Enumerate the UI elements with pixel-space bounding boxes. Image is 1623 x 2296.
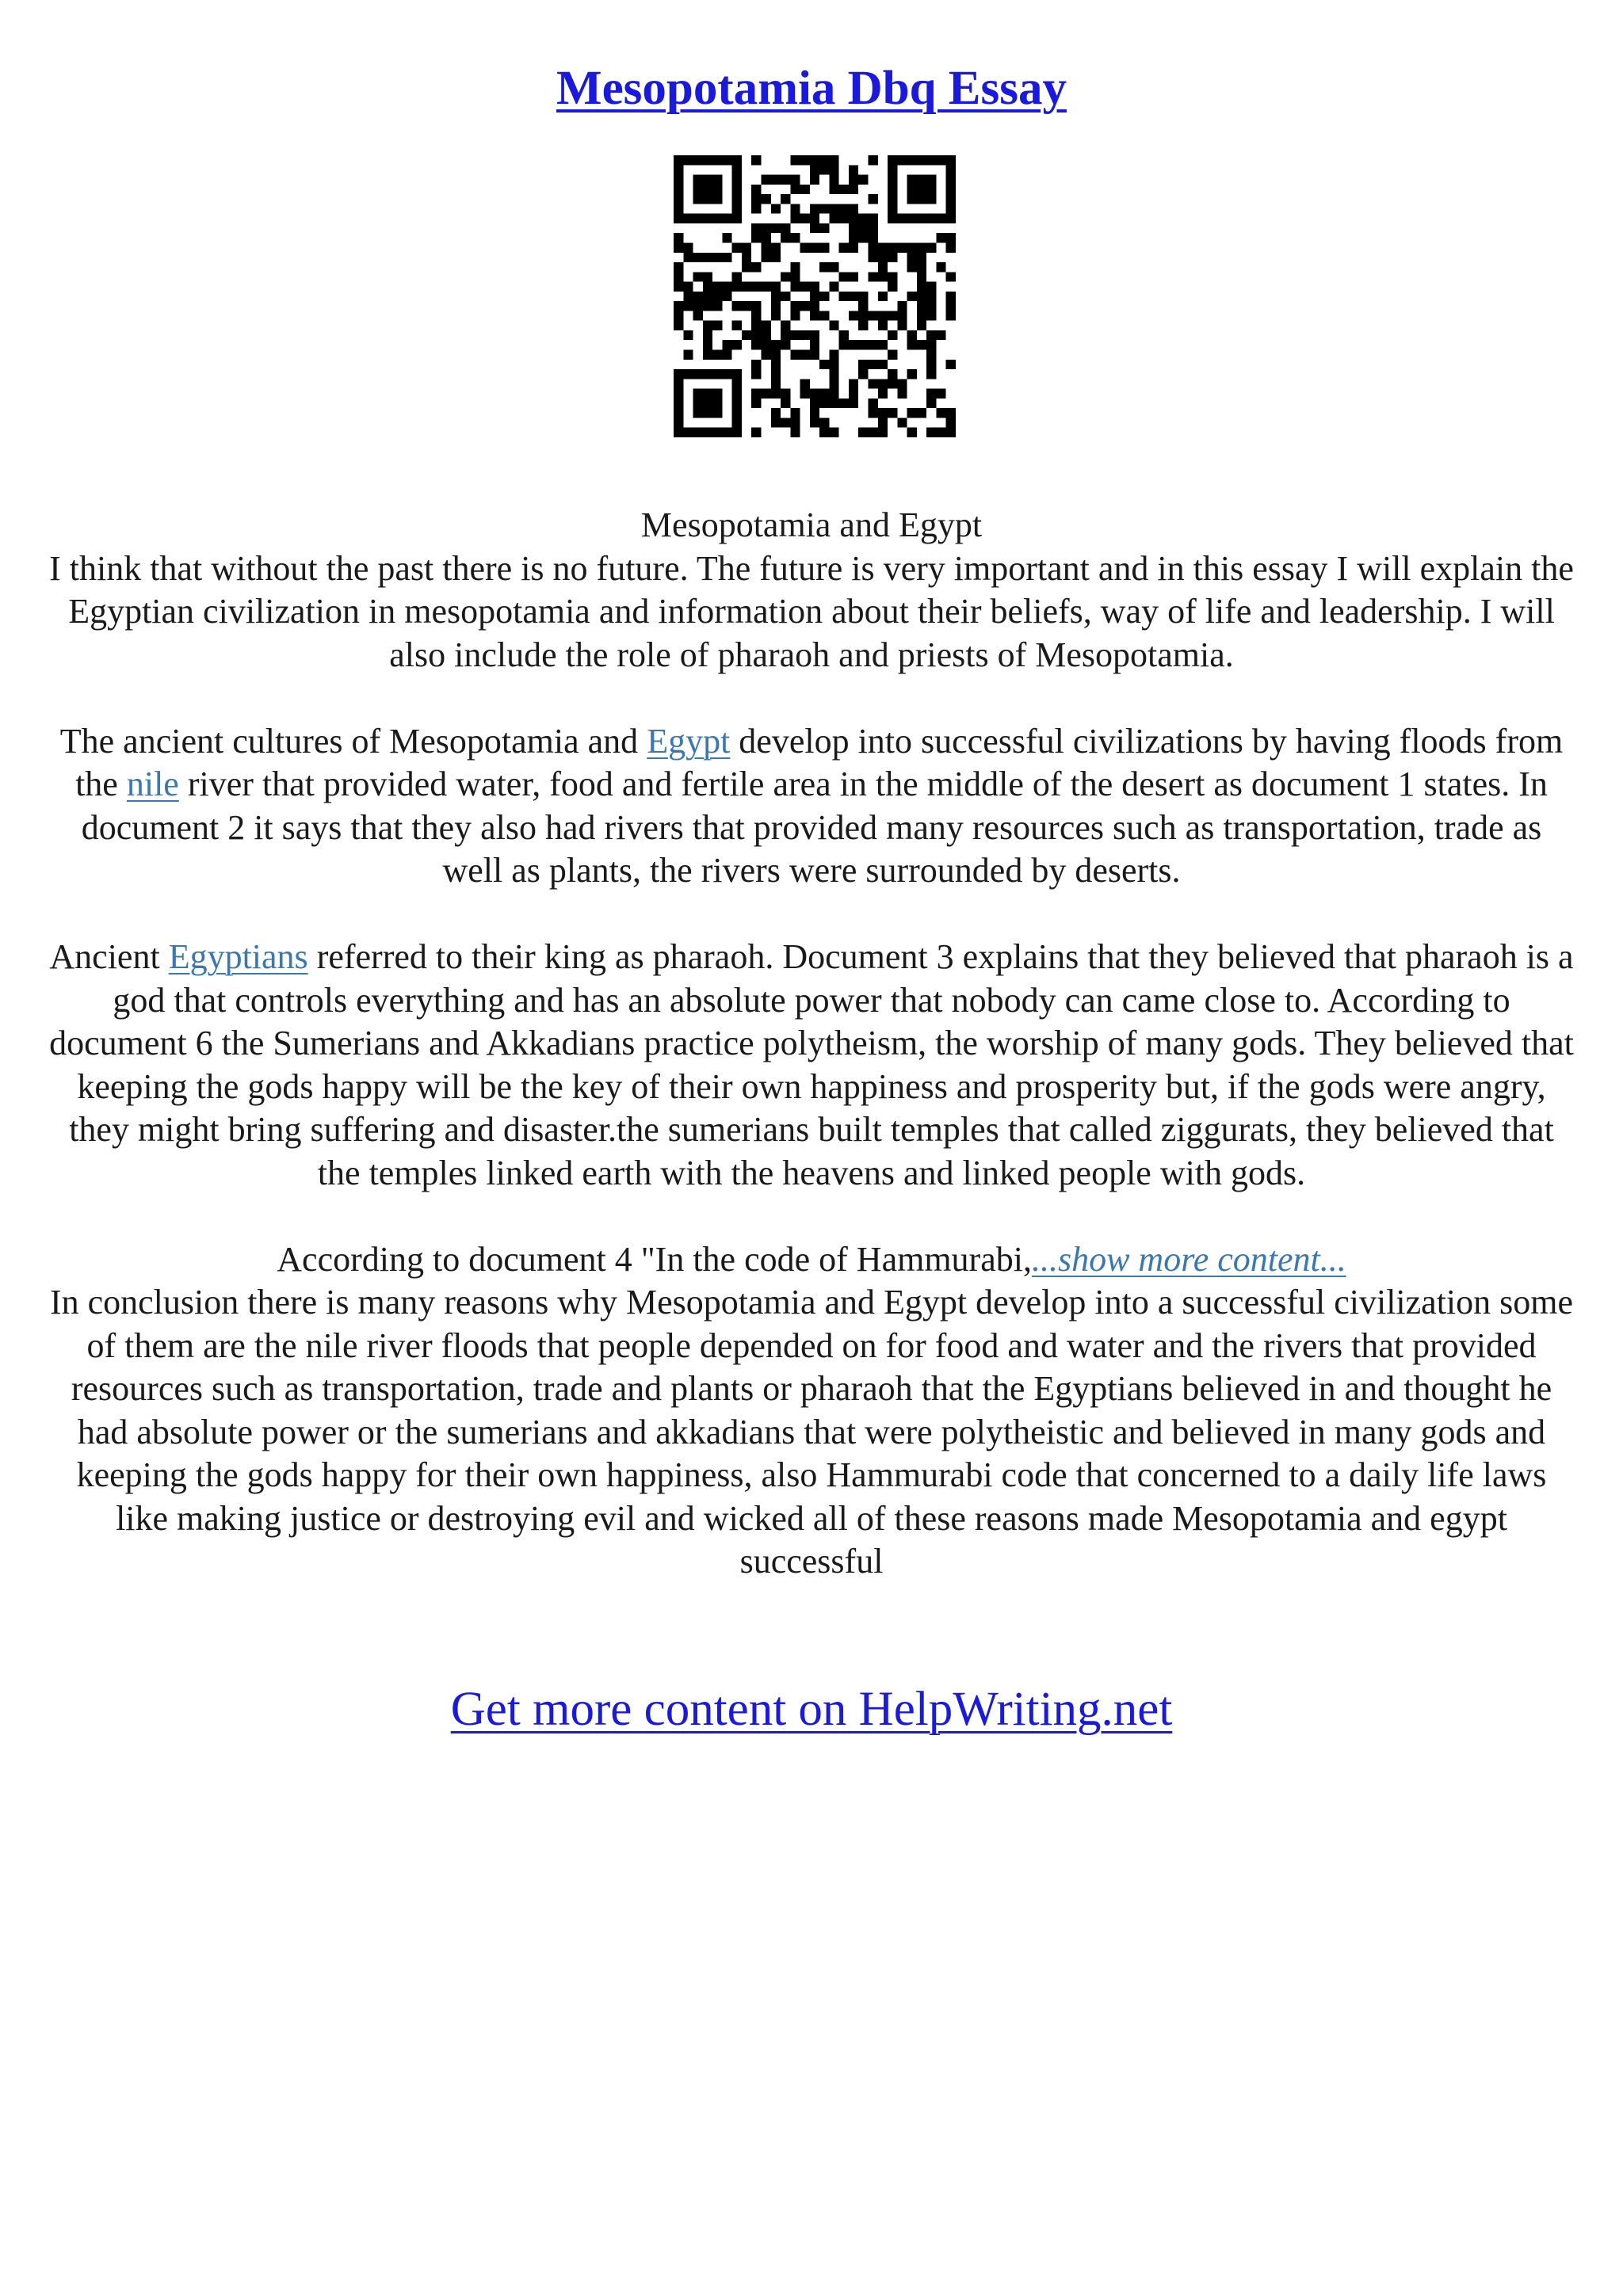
essay-body: [48, 504, 1575, 1584]
essay-heading: Mesopotamia and Egypt: [640, 505, 983, 544]
qr-code-icon: [674, 155, 956, 437]
essay-intro-paragraph: I think that without the past there is no future. The future is very important and in this essay I will explain the Egyptian civilization in mesopotamia and information about their beliefs, way of life and leadership. I will also include the role of pharaoh and priests of Mesopotamia.: [49, 548, 1574, 674]
p3-text-b: referred to their king as pharaoh. Document 3 explains that they believed that pharaoh is a god that controls everything and has an absolute power that nobody can came close to. According to document 6 the Sumerians and Akkadians practice polytheism, the worship of many gods. They believed that keeping the gods happy will be the key of their own happiness and prosperity but, if the gods were angry, they might bring suffering and disaster.the sumerians built temples that called ziggurats, they believed that the temples linked earth with the heavens and linked people with gods.: [49, 937, 1574, 1192]
egypt-link[interactable]: Egypt: [647, 721, 731, 761]
title-link[interactable]: Mesopotamia Dbq Essay: [556, 62, 1067, 115]
essay-paragraph-2: [48, 720, 1575, 893]
p3-text-a: Ancient: [49, 937, 169, 976]
page-title: [0, 57, 1623, 120]
nile-link[interactable]: nile: [126, 765, 179, 803]
p2-text-b: develop into successful civilizations by having floods from the: [75, 721, 1564, 803]
p2-text-a: The ancient cultures of Mesopotamia and: [59, 721, 647, 761]
essay-paragraph-4: [48, 1238, 1575, 1282]
p4-text-a: According to document 4 "In the code of Hammurabi,: [277, 1239, 1032, 1279]
p2-text-c: river that provided water, food and fertile area in the middle of the desert as document 1 states. In document 2 it says that they also had rivers that provided many resources such as transportation, trade as well as plants, the rivers were surrounded by deserts.: [81, 765, 1548, 890]
show-more-link[interactable]: ...show more content...: [1031, 1239, 1346, 1279]
paragraph-spacer: [48, 677, 1575, 720]
footer-cta: [0, 1678, 1623, 1741]
egyptians-link[interactable]: Egyptians: [168, 937, 308, 976]
helpwriting-link[interactable]: Get more content on HelpWriting.net: [450, 1683, 1173, 1736]
essay-paragraph-3: [48, 936, 1575, 1195]
paragraph-spacer: [48, 893, 1575, 936]
paragraph-spacer: [48, 1195, 1575, 1238]
essay-conclusion: In conclusion there is many reasons why Mesopotamia and Egypt develop into a successful civilization some of them are the nile river floods that people depended on for food and water and the rivers that provided resources such as transportation, trade and plants or pharaoh that the Egyptians believed in and thought he had absolute power or the sumerians and akkadians that were polytheistic and believed in many gods and keeping the gods happy for their own happiness, also Hammurabi code that concerned to a daily life laws like making justice or destroying evil and wicked all of these reasons made Mesopotamia and egypt successful: [49, 1283, 1574, 1581]
